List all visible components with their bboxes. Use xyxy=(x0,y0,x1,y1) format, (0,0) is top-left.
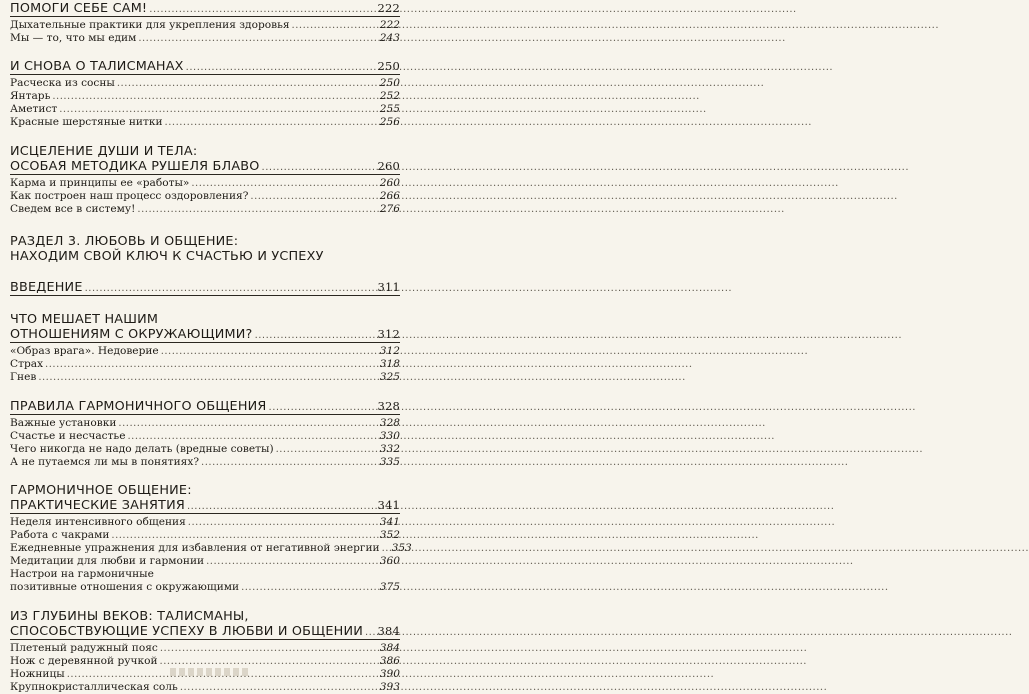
section-title-line[interactable] xyxy=(10,624,400,638)
toc-entry-text: Янтарь xyxy=(10,90,51,102)
toc-entry[interactable] xyxy=(10,345,400,358)
toc-entry[interactable] xyxy=(10,555,400,568)
toc-entry[interactable] xyxy=(10,516,400,529)
section-title-line-page: 260 xyxy=(377,159,400,173)
toc-section xyxy=(10,313,400,384)
toc-entry-leader xyxy=(111,529,377,542)
toc-section xyxy=(10,399,400,469)
section-title-line[interactable] xyxy=(10,327,400,341)
toc-entry[interactable] xyxy=(10,203,400,216)
toc-entry[interactable] xyxy=(10,19,400,32)
toc-entry-page: 222 xyxy=(379,19,400,31)
section-heading xyxy=(10,484,400,512)
toc-entry-text: позитивные отношения с окружающими xyxy=(10,581,240,593)
toc-entry-leader xyxy=(118,417,377,430)
toc-entry-text: Неделя интенсивного общения xyxy=(10,516,186,528)
section-title-line-text: ПОМОГИ СЕБЕ САМ! xyxy=(10,1,148,16)
toc-entry-leader xyxy=(127,430,377,443)
section-title-line-page: 328 xyxy=(377,399,400,413)
toc-entry-text: Медитации для любви и гармонии xyxy=(10,555,205,567)
toc-entry-page: 330 xyxy=(379,430,400,442)
section-title-line-text: ОТНОШЕНИЯМ С ОКРУЖАЮЩИМИ? xyxy=(10,327,253,342)
toc-entry[interactable] xyxy=(10,581,400,594)
section-title-line[interactable] xyxy=(10,1,400,15)
toc-entry-page: 335 xyxy=(379,456,400,468)
toc-entry[interactable] xyxy=(10,177,400,190)
toc-entry-page: 312 xyxy=(379,345,400,357)
toc-entry[interactable] xyxy=(10,568,400,581)
toc-entry-text: Карма и принципы ее «работы» xyxy=(10,177,190,189)
toc-entry-page: 332 xyxy=(379,443,400,455)
page-edge-decoration xyxy=(170,668,250,676)
toc-section xyxy=(10,280,400,296)
section-title-line[interactable] xyxy=(10,280,400,294)
section-title-line-text: ГАРМОНИЧНОЕ ОБЩЕНИЕ: xyxy=(10,483,192,498)
toc-entry[interactable] xyxy=(10,655,400,668)
section-heading xyxy=(10,610,400,638)
toc-entry-leader xyxy=(201,456,378,469)
toc-section xyxy=(10,483,412,594)
section-title-line-text: СПОСОБСТВУЮЩИЕ УСПЕХУ В ЛЮБВИ И ОБЩЕНИИ xyxy=(10,624,363,639)
section-title-line-leader xyxy=(269,401,376,415)
section-heading xyxy=(10,399,400,413)
toc-entry-leader xyxy=(160,655,378,668)
toc-entry-leader xyxy=(206,555,378,568)
section-heading xyxy=(10,59,400,73)
section-heading xyxy=(10,145,400,173)
toc-entry[interactable] xyxy=(10,90,400,103)
toc-entry-page: 341 xyxy=(379,516,400,528)
toc-entry[interactable] xyxy=(10,681,400,694)
toc-entry-page: 252 xyxy=(379,90,400,102)
toc-entry-page: 318 xyxy=(379,358,400,370)
toc-entry-text: А не путаемся ли мы в понятиях? xyxy=(10,456,200,468)
section-title-line-leader xyxy=(255,329,376,343)
toc-entry-leader xyxy=(241,581,378,594)
toc-entry-text: Аметист xyxy=(10,103,58,115)
toc-entry-leader xyxy=(276,443,378,456)
toc-entry-text: Счастье и несчастье xyxy=(10,430,126,442)
toc-entry-leader xyxy=(137,203,377,216)
section-title-line[interactable] xyxy=(10,498,400,512)
section-title-line-leader xyxy=(186,61,376,75)
section-title-line-page: 384 xyxy=(377,624,400,638)
toc-entry-text: Сведем все в систему! xyxy=(10,203,136,215)
section-title-line[interactable] xyxy=(10,399,400,413)
toc-entry-page: 393 xyxy=(379,681,400,693)
toc-entry[interactable] xyxy=(10,371,400,384)
toc-entry-page: 260 xyxy=(379,177,400,189)
section-title-line[interactable] xyxy=(10,484,400,498)
section-title-line-leader xyxy=(149,3,375,17)
toc-entry-leader xyxy=(117,77,378,90)
toc-entry[interactable] xyxy=(10,77,400,90)
toc-entry-leader xyxy=(59,103,378,116)
toc-entry[interactable] xyxy=(10,443,400,456)
part-heading xyxy=(10,234,400,264)
section-title-line[interactable] xyxy=(10,159,400,173)
toc-entry-page: 250 xyxy=(379,77,400,89)
toc-entry-text: «Образ врага». Недоверие xyxy=(10,345,159,357)
toc-entry-text: Красные шерстяные нитки xyxy=(10,116,163,128)
toc-entry-leader xyxy=(180,681,378,694)
section-title-line-text: ВВЕДЕНИЕ xyxy=(10,280,83,295)
section-title-line[interactable] xyxy=(10,145,400,159)
toc-section xyxy=(10,145,400,216)
toc-entry-text: Крупнокристаллическая соль xyxy=(10,681,178,693)
toc-entry-page: 276 xyxy=(379,203,400,215)
toc-entry-text: Как построен наш процесс оздоровления? xyxy=(10,190,249,202)
toc-entry[interactable] xyxy=(10,358,400,371)
section-heading xyxy=(10,313,400,341)
section-title-line-text: ПРАКТИЧЕСКИЕ ЗАНЯТИЯ xyxy=(10,498,185,513)
section-title-line-text: ПРАВИЛА ГАРМОНИЧНОГО ОБЩЕНИЯ xyxy=(10,399,267,414)
part-heading-line-2: НАХОДИМ СВОЙ КЛЮЧ К СЧАСТЬЮ И УСПЕХУ xyxy=(10,249,324,264)
toc-entry-page: 266 xyxy=(379,190,400,202)
toc-entry-leader xyxy=(161,345,378,358)
toc-entry-text: Гнев xyxy=(10,371,37,383)
section-heading xyxy=(10,1,400,15)
toc-entry[interactable] xyxy=(10,103,400,116)
section-title-line[interactable] xyxy=(10,313,400,327)
part-heading-line-1: РАЗДЕЛ 3. ЛЮБОВЬ И ОБЩЕНИЕ: xyxy=(10,234,239,249)
toc-entry-leader xyxy=(188,516,378,529)
toc-entry-text: Расческа из сосны xyxy=(10,77,115,89)
section-title-line-page: 222 xyxy=(377,1,400,15)
section-title-line-page: 311 xyxy=(377,280,400,294)
toc-entry-leader xyxy=(138,32,377,45)
toc-entry-page: 256 xyxy=(379,116,400,128)
toc-entry[interactable] xyxy=(10,430,400,443)
section-title-line-text: ИСЦЕЛЕНИЕ ДУШИ И ТЕЛА: xyxy=(10,144,198,159)
toc-entry[interactable] xyxy=(10,116,400,129)
toc-entry-text: Работа с чакрами xyxy=(10,529,110,541)
toc-entry-page: 375 xyxy=(379,581,400,593)
toc-entry-leader xyxy=(160,642,378,655)
toc-entry-leader xyxy=(52,90,377,103)
toc-entry-page: 255 xyxy=(379,103,400,115)
section-heading xyxy=(10,280,400,294)
toc-entry-text: Страх xyxy=(10,358,44,370)
section-title-line-page: 341 xyxy=(377,498,400,512)
toc-section xyxy=(10,610,400,694)
toc-entry-text: Настрои на гармоничные xyxy=(10,568,154,580)
section-title-line-text: И СНОВА О ТАЛИСМАНАХ xyxy=(10,59,184,74)
toc-entry-page: 360 xyxy=(379,555,400,567)
toc-entry[interactable] xyxy=(10,642,400,655)
section-title-line-text: ЧТО МЕШАЕТ НАШИМ xyxy=(10,312,159,327)
toc-entry-text: Чего никогда не надо делать (вредные советы) xyxy=(10,443,274,455)
toc-entry[interactable] xyxy=(10,456,400,469)
section-title-line-leader xyxy=(85,282,376,296)
toc-entry-leader xyxy=(382,542,390,555)
toc-section xyxy=(10,59,400,129)
toc-entry-text: Мы — то, что мы едим xyxy=(10,32,137,44)
section-title-line-leader xyxy=(365,626,375,640)
section-title-line-text: ОСОБАЯ МЕТОДИКА РУШЕЛЯ БЛАВО xyxy=(10,159,260,174)
toc-entry-text: Ежедневные упражнения для избавления от негативной энергии xyxy=(10,542,380,554)
toc-entry[interactable] xyxy=(10,529,400,542)
toc-entry-leader xyxy=(165,116,378,129)
toc-entry-leader xyxy=(191,177,377,190)
toc-entry[interactable] xyxy=(10,32,400,45)
toc-entry-page: 386 xyxy=(379,655,400,667)
toc-entry-page: 325 xyxy=(379,371,400,383)
toc-entry-text: Нож с деревянной ручкой xyxy=(10,655,158,667)
section-title-line-page: 312 xyxy=(377,327,400,341)
section-title-line[interactable] xyxy=(10,59,400,73)
section-title-line-page: 250 xyxy=(377,59,400,73)
toc-entry-leader xyxy=(250,190,377,203)
toc-entry-text: Плетеный радужный пояс xyxy=(10,642,158,654)
toc-entry-leader xyxy=(292,19,378,32)
toc-entry[interactable] xyxy=(10,417,400,430)
section-rule xyxy=(10,639,400,640)
section-title-line-leader xyxy=(187,500,376,514)
toc-entry-leader xyxy=(45,358,378,371)
toc-entry-text: Важные установки xyxy=(10,417,117,429)
toc-entry-text: Ножницы xyxy=(10,668,65,680)
toc-entry-page: 352 xyxy=(379,529,400,541)
toc-entry-page: 328 xyxy=(379,417,400,429)
section-title-line-text: ИЗ ГЛУБИНЫ ВЕКОВ: ТАЛИСМАНЫ, xyxy=(10,609,249,624)
section-title-line-leader xyxy=(262,161,376,175)
toc-entry-page: 353 xyxy=(391,542,412,554)
toc-entry-leader xyxy=(38,371,377,384)
toc-entry-text: Дыхательные практики для укрепления здоровья xyxy=(10,19,290,31)
toc-entry[interactable] xyxy=(10,542,412,555)
toc-entry-page: 243 xyxy=(379,32,400,44)
toc-entry-page: 384 xyxy=(379,642,400,654)
toc-entry[interactable] xyxy=(10,190,400,203)
table-of-contents xyxy=(10,0,412,694)
toc-section xyxy=(10,1,400,45)
toc-entry-page: 390 xyxy=(379,668,400,680)
section-title-line[interactable] xyxy=(10,610,400,624)
